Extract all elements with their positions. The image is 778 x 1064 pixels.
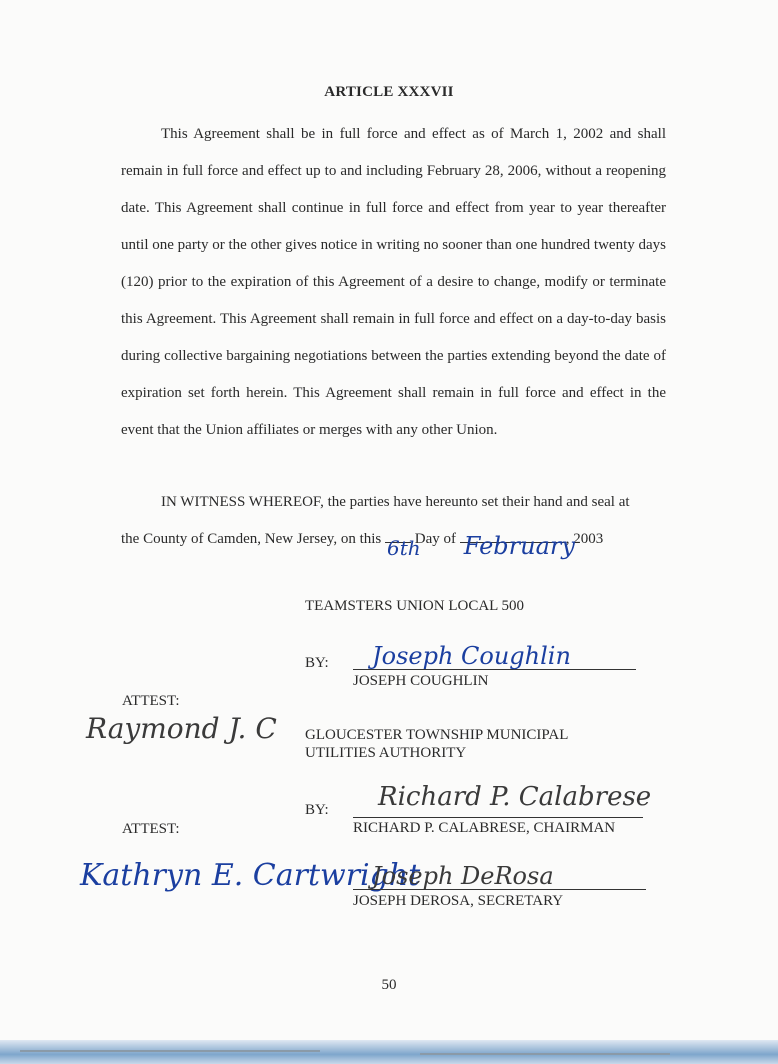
year-text: , 2003: [565, 531, 604, 547]
day-label: Day of: [414, 531, 456, 547]
attest-signature-2: Kathryn E. Cartwright: [80, 858, 421, 893]
scan-edge-strip: [0, 1040, 778, 1064]
article-title: ARTICLE XXXVII: [324, 84, 454, 100]
page-number: 50: [381, 977, 397, 993]
witness-line-2: [121, 521, 666, 558]
secretary-signature: Joseph DeRosa: [372, 862, 554, 890]
month-blank: [460, 532, 575, 560]
union-name: TEAMSTERS UNION LOCAL 500: [305, 598, 525, 614]
witness-line-2-prefix: the County of Camden, New Jersey, on this: [121, 531, 382, 547]
attest-label-2: ATTEST:: [122, 821, 180, 837]
witness-clause: [121, 484, 666, 558]
attest-signature-1: Raymond J. C: [86, 712, 277, 745]
authority-name-line-1: GLOUCESTER TOWNSHIP MUNICIPAL: [305, 727, 569, 743]
authority-signature-line: [353, 817, 643, 818]
attest-label-1: ATTEST:: [122, 693, 180, 709]
union-by-label: BY:: [305, 655, 329, 671]
agreement-text: This Agreement shall be in full force and effect as of March 1, 2002 and shall remain in full force and effect up to and including February 28, 2006, without a reopening date. This Agreement shall continue in full force and effect from year to year thereafter until one party or the other gives notice in writing no sooner than one hundred twenty days (120) prior to the expiration of this Agreement of a desire to change, modify or terminate this Agreement. This Agreement shall remain in full force and effect on a day-to-day basis during collective bargaining negotiations between the parties extending beyond the date of expiration set forth herein. This Agreement shall remain in full force and effect in the event that the Union affiliates or merges with any other Union.: [121, 126, 666, 438]
authority-signature: Richard P. Calabrese: [378, 782, 652, 812]
authority-by-label: BY:: [305, 802, 329, 818]
union-signer-name: JOSEPH COUGHLIN: [353, 673, 489, 689]
secretary-name: JOSEPH DEROSA, SECRETARY: [353, 893, 564, 909]
day-blank: [385, 536, 421, 560]
month-handwritten: February: [463, 532, 575, 560]
day-handwritten: 6th: [387, 536, 421, 560]
scan-artifact-line: [20, 1050, 320, 1052]
witness-line-1: IN WITNESS WHEREOF, the parties have hereunto set their hand and seal at: [161, 494, 630, 510]
authority-signer-name: RICHARD P. CALABRESE, CHAIRMAN: [353, 820, 616, 836]
scan-artifact-line: [420, 1053, 670, 1055]
agreement-paragraph: [121, 116, 666, 449]
union-signature: Joseph Coughlin: [372, 642, 571, 670]
authority-name-line-2: UTILITIES AUTHORITY: [305, 745, 467, 761]
